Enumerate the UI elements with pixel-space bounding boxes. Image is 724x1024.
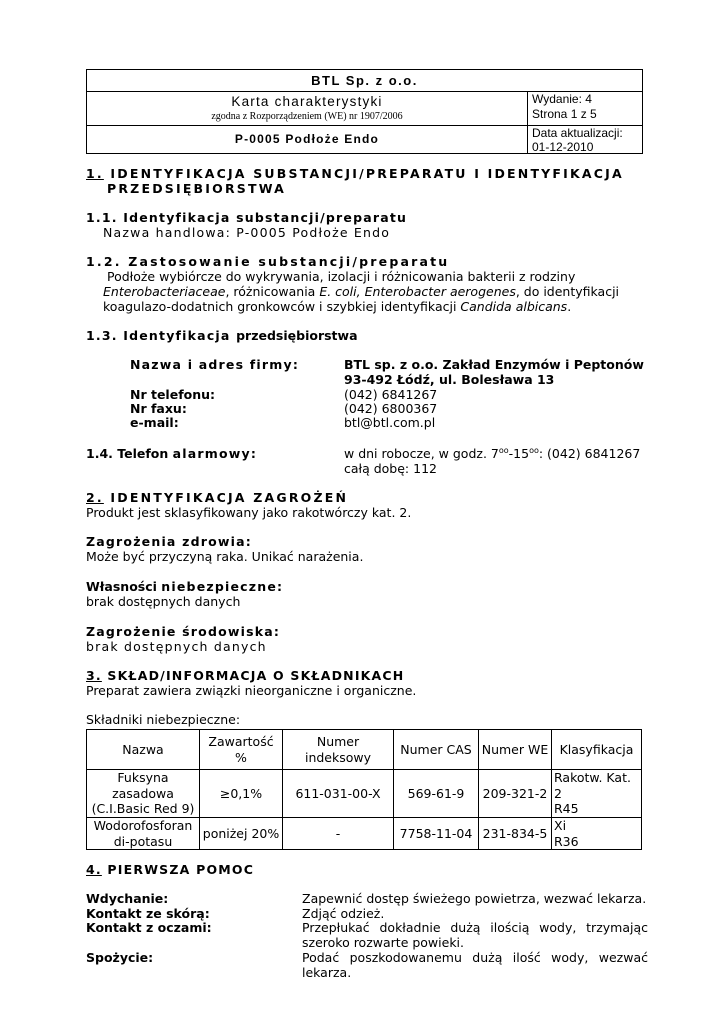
ingestion-label: Spożycie:	[86, 950, 154, 965]
update-label: Data aktualizacji:	[532, 126, 623, 140]
cell-we: 231-834-5	[479, 817, 552, 849]
eye-contact-text-line-1: Przepłukać dokładnie dużą ilością wody, trzymając	[302, 920, 648, 935]
company-name: BTL Sp. z o.o.	[87, 70, 642, 92]
components-table	[86, 729, 642, 850]
eye-contact-label: Kontakt z oczami:	[86, 920, 212, 935]
table-row	[87, 770, 642, 818]
alarm-phone-24h: całą dobę: 112	[344, 461, 437, 476]
email-label: e-mail:	[130, 415, 179, 430]
cell-name: Wodorofosforan di-potasu	[87, 817, 200, 849]
eye-contact-text-line-2: szeroko rozwarte powieki.	[302, 935, 465, 950]
edition: Wydanie: 4	[532, 92, 592, 106]
environment-hazards-title: Zagrożenie środowiska:	[86, 624, 281, 639]
document-header	[86, 69, 643, 154]
cell-index: -	[283, 817, 394, 849]
fax-value: (042) 6800367	[344, 401, 438, 416]
table-header-row	[87, 730, 642, 770]
cell-we: 209-321-2	[479, 770, 552, 818]
usage-line-1: Podłoże wybiórcze do wykrywania, izolacji i różnicowania bakterii z rodziny	[107, 269, 576, 284]
column-header: Nazwa	[87, 730, 200, 770]
section-2-heading: 2. IDENTYFIKACJA ZAGROŻEŃ	[86, 490, 349, 505]
column-header: Zawartość %	[200, 730, 283, 770]
inhalation-text: Zapewnić dostęp świeżego powietrza, wezwać lekarza.	[302, 891, 647, 906]
environment-hazards-text: brak dostępnych danych	[86, 639, 267, 654]
company-name-label: Nazwa i adres firmy:	[130, 357, 300, 372]
cell-content: poniżej 20%	[200, 817, 283, 849]
column-header: Numer CAS	[394, 730, 479, 770]
cell-classification: Xi R36	[552, 817, 642, 849]
document-title: Karta charakterystyki	[231, 94, 383, 109]
section-4-heading: 4. PIERWSZA POMOC	[86, 862, 255, 877]
cell-classification: Rakotw. Kat. 2 R45	[552, 770, 642, 818]
company-address-line-2: 93-492 Łódź, ul. Bolesława 13	[344, 372, 555, 387]
section-1-3-title: 1.3. Identyfikacja przedsiębiorstwa	[86, 328, 358, 343]
inhalation-label: Wdychanie:	[86, 891, 169, 906]
trade-name: Nazwa handlowa: P-0005 Podłoże Endo	[103, 225, 391, 240]
skin-contact-text: Zdjąć odzież.	[302, 906, 385, 921]
hazardous-properties-text: brak dostępnych danych	[86, 594, 241, 609]
column-header: Klasyfikacja	[552, 730, 642, 770]
classification-text: Produkt jest sklasyfikowany jako rakotwórczy kat. 2.	[86, 505, 412, 520]
column-header: Numer WE	[479, 730, 552, 770]
section-1-1-title: 1.1. Identyfikacja substancji/preparatu	[86, 210, 408, 225]
usage-line-2: Enterobacteriaceae, różnicowania E. coli, Enterobacter aerogenes, do identyfikacji	[103, 284, 620, 299]
phone-value: (042) 6841267	[344, 387, 438, 402]
cell-name: Fuksyna zasadowa (C.I.Basic Red 9)	[87, 770, 200, 818]
health-hazards-text: Może być przyczyną raka. Unikać narażenia.	[86, 549, 364, 564]
fax-label: Nr faxu:	[130, 401, 187, 416]
email-value[interactable]: btl@btl.com.pl	[344, 415, 436, 430]
ingestion-text-line-1: Podać poszkodowanemu dużą ilość wody, wezwać	[302, 950, 648, 965]
health-hazards-title: Zagrożenia zdrowia:	[86, 534, 252, 549]
cell-cas: 569-61-9	[394, 770, 479, 818]
section-1-heading-line2: PRZEDSIĘBIORSTWA	[107, 181, 287, 196]
section-1-4-title: 1.4. Telefon alarmowy:	[86, 446, 258, 461]
company-address-line-1: BTL sp. z o.o. Zakład Enzymów i Peptonów	[344, 357, 644, 372]
phone-label: Nr telefonu:	[130, 387, 216, 402]
section-1-2-title: 1.2. Zastosowanie substancji/preparatu	[86, 254, 450, 269]
cell-cas: 7758-11-04	[394, 817, 479, 849]
update-date: 01-12-2010	[532, 140, 594, 154]
composition-text: Preparat zawiera związki nieorganiczne i organiczne.	[86, 683, 417, 698]
section-3-heading: 3. SKŁAD/INFORMACJA O SKŁADNIKACH	[86, 668, 405, 683]
usage-line-3: koagulazo-dodatnich gronkowców i szybkiej identyfikacji Candida albicans.	[103, 299, 572, 314]
hazardous-properties-title: Własności niebezpieczne:	[86, 579, 284, 594]
cell-index: 611-031-00-X	[283, 770, 394, 818]
skin-contact-label: Kontakt ze skórą:	[86, 906, 210, 921]
table-row	[87, 817, 642, 849]
product-code: P-0005 Podłoże Endo	[234, 132, 380, 146]
column-header: Numer indeksowy	[283, 730, 394, 770]
ingestion-text-line-2: lekarza.	[302, 965, 352, 980]
cell-content: ≥0,1%	[200, 770, 283, 818]
section-1-heading: 1. IDENTYFIKACJA SUBSTANCJI/PREPARATU I IDENTYFIKACJA	[86, 166, 624, 181]
hazardous-components-label: Składniki niebezpieczne:	[86, 712, 241, 727]
page-number: Strona 1 z 5	[532, 107, 597, 121]
alarm-phone: w dni robocze, w godz. $7^{oo}-15^{oo}$: (042) 6841267	[344, 446, 641, 462]
regulation-note: zgodna z Rozporządzeniem (WE) nr 1907/2006	[211, 111, 403, 122]
